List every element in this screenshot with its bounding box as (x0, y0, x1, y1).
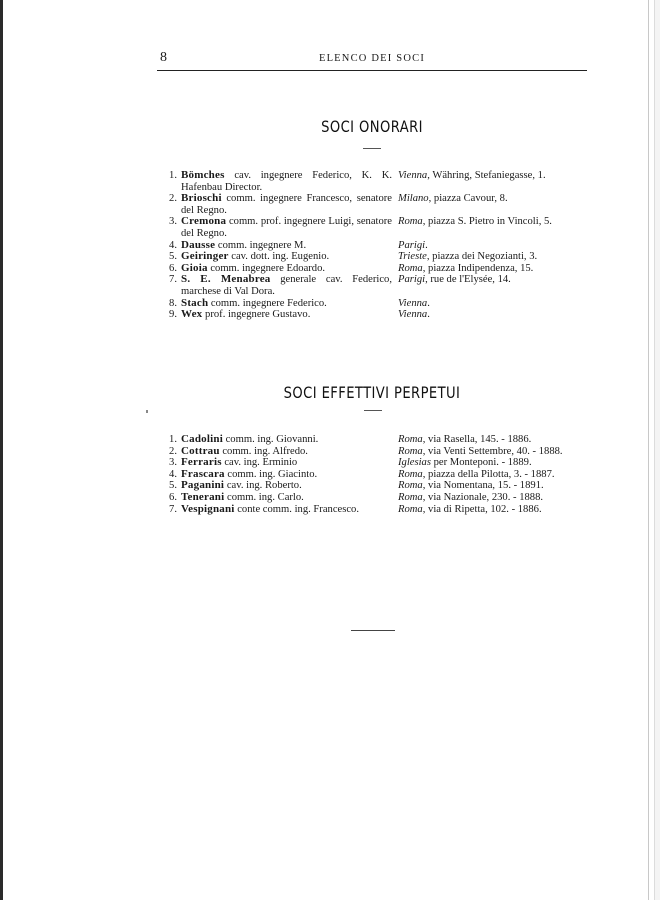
member-title: comm. ing. Giovanni. (222, 434, 319, 445)
member-name: Cadolini (181, 433, 223, 445)
member-address (392, 504, 590, 516)
member-address (392, 193, 590, 205)
entry-number: 1. (169, 434, 177, 445)
member-city: Roma (398, 262, 423, 274)
member-description (160, 193, 392, 216)
member-address (392, 469, 590, 481)
member-title: comm. ingegnere Francesco, senatore del Regno. (181, 193, 392, 216)
member-entry (160, 446, 590, 458)
member-entry (160, 298, 590, 310)
member-street: , piazza S. Pietro in Vincoli, 5. (422, 216, 552, 228)
member-street: , via Nomentana, 15. - 1891. (422, 480, 544, 492)
member-title: comm. ingegnere Federico. (208, 297, 327, 309)
member-address (392, 457, 590, 469)
member-street: per Monteponi. - 1889. (430, 457, 532, 469)
member-street: . (427, 309, 430, 321)
member-entry (160, 251, 590, 263)
member-city: Roma (398, 468, 423, 480)
member-title: generale cav. Federico, marchese di Val Dora. (181, 274, 392, 297)
member-city: Vienna (398, 297, 428, 309)
member-city: Roma (398, 480, 423, 492)
member-title: comm. ingegnere M. (215, 239, 307, 251)
member-title: prof. ingegnere Gustavo. (202, 309, 311, 321)
member-title: comm. ing. Giacinto. (224, 468, 318, 480)
member-entry (160, 480, 590, 492)
members-list-perpetui (160, 434, 590, 515)
member-text (181, 251, 392, 263)
member-address (392, 492, 590, 504)
member-street: . (427, 297, 430, 309)
member-text (181, 504, 392, 516)
member-title: comm. prof. ingegnere Luigi, senatore del Regno. (181, 216, 392, 239)
member-city: Parigi (398, 239, 426, 251)
entry-number: 8. (169, 297, 177, 309)
entry-number: 2. (169, 193, 177, 205)
member-name: Cremona (181, 215, 227, 228)
scan-speck (146, 410, 148, 413)
entry-number: 9. (169, 309, 177, 321)
member-street: , piazza dei Negozianti, 3. (426, 251, 538, 263)
member-text (181, 274, 392, 297)
member-name: Bömches (181, 169, 225, 181)
member-address (392, 298, 590, 310)
end-rule (351, 630, 395, 631)
member-name: S. E. Menabrea (181, 273, 271, 286)
member-street: , via di Ripetta, 102. - 1886. (422, 503, 542, 515)
member-street: . (425, 239, 428, 251)
member-description (160, 309, 392, 321)
member-city: Roma (398, 445, 423, 457)
member-address (392, 480, 590, 492)
member-city: Iglesias (398, 457, 431, 469)
entry-number: 3. (169, 457, 177, 469)
member-text (181, 298, 392, 310)
running-head (157, 50, 587, 72)
section-title-soci-effettivi-perpetui: SOCI EFFETTIVI PERPETUI (283, 383, 461, 402)
scan-right-edge (654, 0, 660, 900)
member-name: Stach (181, 296, 209, 309)
member-street: , via Rasella, 145. - 1886. (422, 434, 532, 445)
member-name: Frascara (181, 467, 225, 480)
member-address (392, 216, 590, 228)
entry-number: 1. (169, 170, 177, 181)
scan-fold-line (648, 0, 649, 900)
entry-number: 7. (169, 503, 177, 515)
member-city: Milano (398, 193, 429, 205)
member-entry (160, 274, 590, 297)
member-text (181, 193, 392, 216)
member-address (392, 263, 590, 275)
member-description (160, 504, 392, 516)
member-title: cav. ing. Roberto. (224, 480, 302, 492)
member-street: , piazza della Pilotta, 3. - 1887. (422, 468, 555, 480)
member-text (181, 309, 392, 321)
member-address (392, 251, 590, 263)
entry-number: 6. (169, 262, 177, 274)
member-entry (160, 504, 590, 516)
member-name: Tenerani (181, 490, 225, 503)
member-name: Gioia (181, 261, 208, 274)
section-divider (364, 410, 382, 411)
member-title: comm. ing. Alfredo. (219, 445, 308, 457)
member-name: Dausse (181, 238, 216, 251)
header-rule (157, 70, 587, 71)
member-address (392, 309, 590, 321)
member-entry (160, 309, 590, 321)
member-street: , piazza Cavour, 8. (428, 193, 508, 205)
member-street: , via Nazionale, 230. - 1888. (422, 491, 544, 503)
entry-number: 7. (169, 274, 177, 286)
member-city: Parigi (398, 274, 426, 286)
member-name: Geiringer (181, 250, 229, 263)
member-address (392, 446, 590, 458)
member-name: Cottrau (181, 444, 220, 457)
member-name: Ferraris (181, 456, 222, 469)
section-title-soci-onorari: SOCI ONORARI (321, 117, 423, 136)
member-city: Roma (398, 503, 423, 515)
member-description (160, 216, 392, 239)
member-city: Vienna (398, 309, 428, 321)
members-list-onorari (160, 170, 590, 321)
member-address (392, 274, 590, 286)
entry-number: 6. (169, 491, 177, 503)
page-number: 8 (160, 50, 167, 65)
member-city: Roma (398, 491, 423, 503)
member-title: cav. ingegnere Federico, K. K. Hafenbau Director. (181, 170, 392, 193)
member-name: Wex (181, 308, 203, 321)
entry-number: 3. (169, 216, 177, 228)
member-entry (160, 469, 590, 481)
scan-left-edge (0, 0, 3, 900)
member-text (181, 216, 392, 239)
member-title: comm. ingegnere Edoardo. (207, 262, 326, 274)
member-street: , Währing, Stefaniegasse, 1. (427, 170, 546, 181)
member-entry (160, 170, 590, 193)
member-name: Paganini (181, 479, 225, 492)
section-divider (363, 148, 381, 149)
member-entry (160, 193, 590, 216)
member-title: cav. ing. Erminio (221, 457, 298, 469)
entry-number: 5. (169, 251, 177, 263)
member-entry (160, 434, 590, 446)
member-entry (160, 216, 590, 239)
member-city: Roma (398, 434, 423, 445)
member-address (392, 170, 590, 182)
member-title: comm. ing. Carlo. (224, 491, 304, 503)
member-city: Vienna (398, 170, 428, 181)
member-text (181, 170, 392, 193)
member-address (392, 434, 590, 446)
running-title: ELENCO DEI SOCI (318, 53, 426, 64)
member-address (392, 240, 590, 252)
member-title: cav. dott. ing. Eugenio. (228, 251, 330, 263)
entry-number: 2. (169, 445, 177, 457)
member-street: , piazza Indipendenza, 15. (422, 262, 534, 274)
member-city: Trieste (398, 251, 427, 263)
member-title: conte comm. ing. Francesco. (234, 503, 360, 515)
entry-number: 4. (169, 468, 177, 480)
member-name: Vespignani (181, 502, 235, 515)
member-description (160, 170, 392, 193)
member-city: Roma (398, 216, 423, 228)
member-name: Brioschi (181, 192, 222, 205)
entry-number: 5. (169, 480, 177, 492)
entry-number: 4. (169, 239, 177, 251)
member-description (160, 274, 392, 297)
member-street: , via Venti Settembre, 40. - 1888. (422, 445, 563, 457)
member-street: , rue de l'Elysée, 14. (425, 274, 511, 286)
